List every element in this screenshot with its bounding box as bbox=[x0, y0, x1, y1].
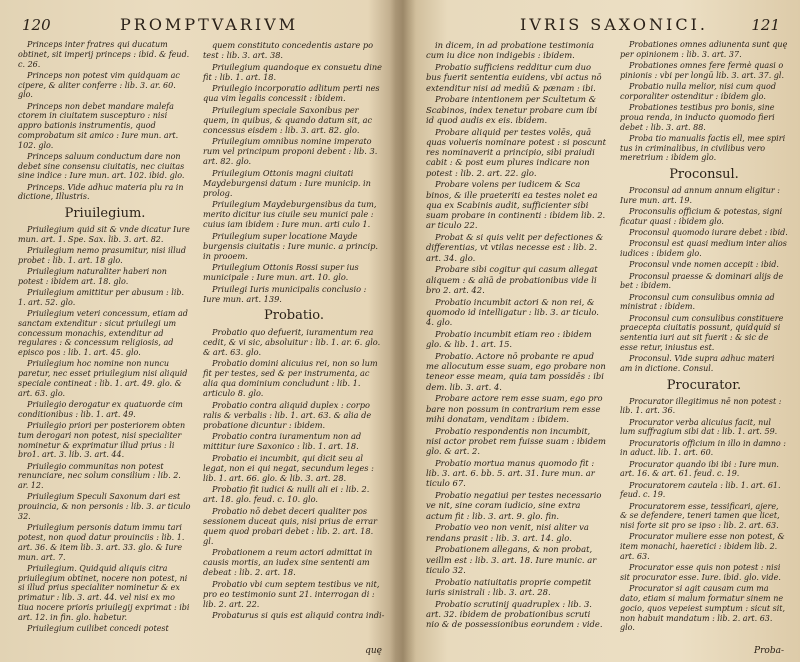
index-entry: Proconsul quomodo iurare debet : ibid. bbox=[629, 228, 788, 238]
index-entry: Priuilegium naturaliter haberi non potest : ibidem art. 18. glo. bbox=[18, 267, 167, 286]
index-entry: Proconsul cum consulibus omnia ad ministrat : ibidem. bbox=[620, 292, 775, 312]
index-entry: Procurator esse quis non potest : nisi sit procurator esse. Iure. ibid. glo. vide. bbox=[620, 563, 781, 583]
index-entry: Priuilegium. Quidquid aliquis citra priuilegium obtinet, nocere non potest, ni si illud prius specialiter nominetur & ex primatur : lib. 3. art. 44. vel nisi ex mo tiua nocere prioris priuilegij exprimat : ibi art. 12. in fin. glo. habetur. bbox=[18, 563, 190, 622]
index-entry: Probaturus si quis est aliquid contra indi- bbox=[212, 610, 385, 620]
index-entry: Priuilegi Iuris municipalis conclusio : Iure mun. art. 139. bbox=[203, 283, 367, 304]
index-entry: Priuilegium hoc nomine non nuncu paretur, nec esset priuilegium nisi aliquid speciale contineat : lib. 1. art. 49. glo. & art. 63. glo. bbox=[18, 359, 188, 398]
left-column-1 bbox=[18, 40, 192, 635]
index-entry: Probatio ei incumbit, qui dicit seu al legat, non ei qui negat, secundum leges : lib. 1. art. 66. glo. & lib. 3. art. 28. bbox=[203, 452, 374, 483]
index-entry: Probatio quo defuerit, iuramentum rea cedit, & vi sic, absoluitur : lib. 1. ar. 6. glo. & art. 63. glo. bbox=[203, 326, 381, 357]
index-entry: Priuilegium Ottonis Rossi super ius municipale : Iure mun. art. 10. glo. bbox=[203, 262, 359, 282]
index-entry: Priuilegium personis datum immu tari potest, non quod datur prouinciis : lib. 1. art. 36. & item lib. 3. art. 33. glo. & Iure mun. art. 7. bbox=[18, 523, 185, 562]
page-number: 120 bbox=[22, 16, 51, 34]
index-entry: Priuilegium cuilibet concedi potest bbox=[27, 623, 169, 633]
index-entry: Probatio domini alicuius rei, non so lum fit per testes, sed & per instrumenta, ac alia qua dominium concludunt : lib. 1. articulo 8. glo. bbox=[203, 358, 378, 398]
catchword: quę bbox=[365, 646, 382, 656]
index-entry: Priuilegium quandoque ex consuetu dine fit : lib. 1. art. 18. bbox=[203, 61, 383, 82]
index-entry: Probare volens per iudicem & Sca binos, & ille praeteriti ea testes nolet ea qua ex Scabinis audit, sufficienter sibi suam probare in continenti : ibidem lib. 2. ar ticulo 22. bbox=[426, 179, 606, 231]
right-column-2 bbox=[620, 40, 788, 635]
index-entry: Proconsul vnde nomen accepit : ibid. bbox=[629, 260, 779, 270]
index-entry: Probatio mortua manus quomodo fit : lib. 3. art. 6. bb. 5. art. 31. Iure mun. ar ticulo 67. bbox=[426, 457, 595, 489]
index-entry: Priuilegium Maydeburgensibus da tum, merito dicitur ius ciuile seu munici pale : cuius iam ibidem : Iure mun. arti culo 1. bbox=[203, 199, 377, 229]
index-entry: Probatio nō debet deceri qualiter pos sessionem duceat quis, nisi prius de errar quem quod probari debet : lib. 2. art. 18. gl. bbox=[203, 505, 378, 546]
page-number: 121 bbox=[751, 16, 780, 34]
index-entry: Probatio. Actore nō probante re apud me allocutum esse suam, ego probare non teneor esse meam, quia tam possidēs : ibi dem. lib. 3. art. 4. bbox=[426, 350, 606, 392]
index-entry: Procuratoris officium in illo in damno : in aduct. lib. 1. art. 60. bbox=[620, 438, 786, 458]
index-entry: Proconsul est quasi medium inter alios iudices : ibidem glo. bbox=[620, 239, 787, 259]
index-entry: Proconsul. Vide supra adhuc materi am in dictione. Consul. bbox=[620, 354, 775, 373]
index-entry: Priuilegium Speculi Saxonum dari est prouincia, & non personis : lib. 3. ar ticulo 32. bbox=[18, 492, 191, 521]
index-entry: Proba tio manualis factis ell, mee spiri tus in criminalibus, in civilibus vero meretrium : ibidem glo. bbox=[620, 133, 786, 163]
index-entry: Procuratorem cautela : lib. 1. art. 61. feud. c. 19. bbox=[620, 480, 781, 500]
index-entry: Probationes omnes fere fermè quasi o pinionis : vbi per longū lib. 3. art. 37. gl. bbox=[620, 61, 784, 80]
index-entry: Priuilegium Ottonis magni ciuitati Maydeburgensi datum : Iure municip. in prolog. bbox=[203, 167, 371, 198]
index-entry: Probatio fit iudici & nulli ali ei : lib. 2. art. 18. glo. feud. c. 10. glo. bbox=[203, 484, 370, 504]
index-entry: Procuratorem esse, tessificari, ajere, & se defendere, teneri tamen que licet, nisi forte sit pro se ipso : lib. 2. art. 63. bbox=[620, 501, 780, 531]
index-entry: Probare intentionem per Scultetum & Scabinos, index tenetur probare cum ibi id quod audis ex eis. ibidem. bbox=[426, 94, 598, 125]
index-entry: Probationem a reum actori admittat in causis mortis, an iudex sine sententi am debeat : lib. 2. art. 18. bbox=[203, 547, 373, 577]
running-head: PROMPTVARIVM bbox=[120, 15, 299, 34]
index-entry: Probat & si quis velit per defectiones & differentias, vt vtilas necesse est : lib. 2. art. 34. glo. bbox=[426, 232, 604, 263]
index-entry: Priuilegio priori per posteriorem obten tum derogari non potest, nisi specialiter nominetur & exprimatur illud prius : li bro1. art. 3. lib. 3. art. 44. bbox=[18, 421, 186, 460]
index-entry: Probatio incumbit actori & non rei, & quomodo id intelligatur : lib. 3. ar ticulo. 4. glo. bbox=[426, 296, 599, 327]
index-entry: Probationem allegans, & non probat, veillm est : lib. 3. art. 18. Iure munic. ar ticulo 32. bbox=[426, 544, 597, 575]
section-heading-probatio: Probatio. bbox=[264, 307, 324, 323]
index-entry: Proconsul praesse & dominari alijs de bet : ibidem. bbox=[620, 271, 784, 291]
left-column-2 bbox=[203, 40, 385, 622]
index-entry: Priuilegium amittitur per abusum : lib. 1. art. 52. glo. bbox=[18, 288, 185, 307]
index-entry: Priuilegio incorporatio adlitum perti nes qua vim legalis concessit : ibidem. bbox=[203, 83, 380, 103]
index-entry: Priuilegium super locatione Mayde burgensis ciuitatis : Iure munic. a princip. in prooem. bbox=[203, 230, 378, 261]
index-entry: Probatio veo non venit, nisi aliter va rendans prasit : lib. 3. art. 14. glo. bbox=[426, 522, 589, 543]
section-heading-priuilegium: Priuilegium. bbox=[64, 206, 146, 222]
index-entry: in dicem, in ad probatione testimonia cum iu dice non indigebis : ibidem. bbox=[426, 40, 595, 61]
index-entry: Probatio negatiui per testes necessario ve nit, sine coram iudicio, sine extra actum fit : lib. 3. art. 9. glo. fin. bbox=[426, 490, 602, 521]
index-entry: quem constituto concedentis astare po test : lib. 3. art. 38. bbox=[203, 40, 374, 60]
index-entry: Procurator quando ibi ibi : Iure mun. art. 16. & art. 61. feud. c. 19. bbox=[620, 459, 779, 479]
index-entry: Probare sibi cogitur qui casum allegat aliquem : & aliā de probationibus vide li bro 2. art. 42. bbox=[426, 264, 598, 295]
index-entry: Priuilegium veteri concessum, etiam ad sanctam extenditur : sicut priuilegi um concessum monachis, extenditur ad regulares : & concessum religiosis, ad episco pos : lib. 1. art. 45. glo. bbox=[18, 309, 188, 358]
index-entry: Priuilegium omnibus nomine imperato rum vel principum proponi debent : lib. 3. art. 82. glo. bbox=[203, 136, 378, 166]
index-entry: Probatio contra iuramentum non ad mittitur iure Saxonico : lib. 1. art. 18. bbox=[203, 431, 362, 451]
index-entry: Proconsul cum consulibus constituere praecepta ciuitatis possunt, quidquid si sententia iuri aut sit fuerit : & sic de esse retur, iniustus est. bbox=[620, 313, 784, 352]
index-entry: Procurator illegitimus nē non potest : lib. 1. art. 36. bbox=[620, 396, 782, 416]
index-entry: Probationes omnes adiunenta sunt quę per opinionem : lib. 3. art. 37. bbox=[620, 40, 788, 59]
index-entry: Priuilegio communitas non potest renunciare, nec solum consilium : lib. 2. ar. 12. bbox=[18, 461, 181, 491]
index-entry: Probatio contra aliquid duplex : corpo ralis & verbalis : lib. 1. art. 63. & alia de probatione dicuntur : ibidem. bbox=[203, 399, 372, 430]
right-page bbox=[408, 0, 800, 662]
index-entry: Probatio natiuitatis proprie competit iuris sinistrali : lib. 3. art. 28. bbox=[426, 576, 592, 597]
index-entry: Princeps saluum conductum dare non debet sine consensu ciuitatis, nec ciuitas sine indice : Iure mun. art. 102. ibid. glo. bbox=[18, 151, 185, 181]
index-entry: Princeps inter fratres qui ducatum obtinet, sit imperij princeps : ibid. & feud. c. 26. bbox=[18, 40, 190, 69]
index-entry: Princeps non debet mandare malefa ctorem in ciuitatem suscepturo : nisi appro bationis instrumentis, quod comprobatum sit amico : Iure mun. art. 102. glo. bbox=[18, 101, 179, 150]
index-entry: Priuilegium quid sit & vnde dicatur Iure mun. art. 1. Spe. Sax. lib. 3. art. 82. bbox=[18, 225, 190, 244]
index-entry: Procurator si agit causam cum ma dato, etiam si malum formatur sinem ne gocio, quos vepeiest sumptum : sicut sit, non habuit mandatum : lib. 2. art. 63. glo. bbox=[620, 584, 786, 633]
index-entry: Priuilegium nemo prasumitur, nisi illud probet : lib. 1. art. 18 glo. bbox=[18, 246, 186, 265]
index-entry: Priuilegio derogatur ex quatuorde cim conditionibus : lib. 1. art. 49. bbox=[18, 400, 183, 419]
section-heading-proconsul: Proconsul. bbox=[669, 167, 739, 183]
index-entry: Procurator verba alicuius facit, nul lum suffragium sibi dat : lib. 1. art. 59. bbox=[620, 417, 778, 437]
running-head: IVRIS SAXONICI. bbox=[520, 15, 708, 34]
index-entry: Probatio scrutinij quadruplex : lib. 3. art. 32. ibidem de probationibus scruti nio & de possessionibus eorundem : vide. bbox=[426, 598, 603, 629]
index-entry: Probatio nulla melior, nisi cum quod corporaliter ostenditur : ibidem glo. bbox=[620, 82, 776, 101]
index-entry: Probationes testibus pro bonis, sine proua renda, in inducto quomodo fieri debet : lib. 3. art. 88. bbox=[620, 103, 775, 132]
index-entry: Probatio sufficiens redditur cum duo bus fuerit sententia euidens, vbi actus nō extenditur nisi ad mediū & pænam : ibi. bbox=[426, 62, 602, 93]
index-entry: Proconsulis officium & potestas, signi ficatur quasi : ibidem glo. bbox=[620, 206, 783, 226]
index-entry: Probare actore rem esse suam, ego pro bare non possum in contrarium rem esse mihi donatam, venditam : ibidem. bbox=[426, 393, 603, 424]
index-entry: Procurator muliere esse non potest, & item monachi, haeretici : ibidem lib. 2. art. 63. bbox=[620, 532, 785, 561]
right-column-1 bbox=[426, 40, 606, 631]
index-entry: Princeps. Vide adhuc materia plu ra in dictione, Illustris. bbox=[18, 182, 184, 202]
catchword: Proba- bbox=[754, 646, 784, 656]
section-heading-procurator: Procurator. bbox=[666, 377, 742, 393]
index-entry: Probatio respondentis non incumbit, nisi actor probet rem fuisse suam : ibidem glo. & art. 2. bbox=[426, 425, 606, 456]
index-entry: Probatio incumbit etiam reo : ibidem glo. & lib. 1. art. 15. bbox=[426, 328, 592, 349]
index-entry: Proconsul ad annum annum eligitur : Iure mun. art. 19. bbox=[620, 185, 780, 205]
index-entry: Princeps non potest vim quidquam ac cipere, & aliter conferre : lib. 3. ar. 60. glo. bbox=[18, 70, 180, 100]
index-entry: Probare aliquid per testes volēs, quā quas volueris nominare potest : si poscunt res nominaverit a principio, sibi praiudi cabit : & post eum plures indicare non potest : lib. 2. art. 22. glo. bbox=[426, 126, 606, 178]
index-entry: Probatio vbi cum septem testibus ve nit, pro eo testimonio sunt 21. interrogan di : lib. 2. art. 22. bbox=[203, 578, 380, 609]
index-entry: Priuilegium speciale Saxonibus per quem, in quibus, & quando datum sit, ac concessus eisdem : lib. 3. art. 82. glo. bbox=[203, 104, 373, 135]
